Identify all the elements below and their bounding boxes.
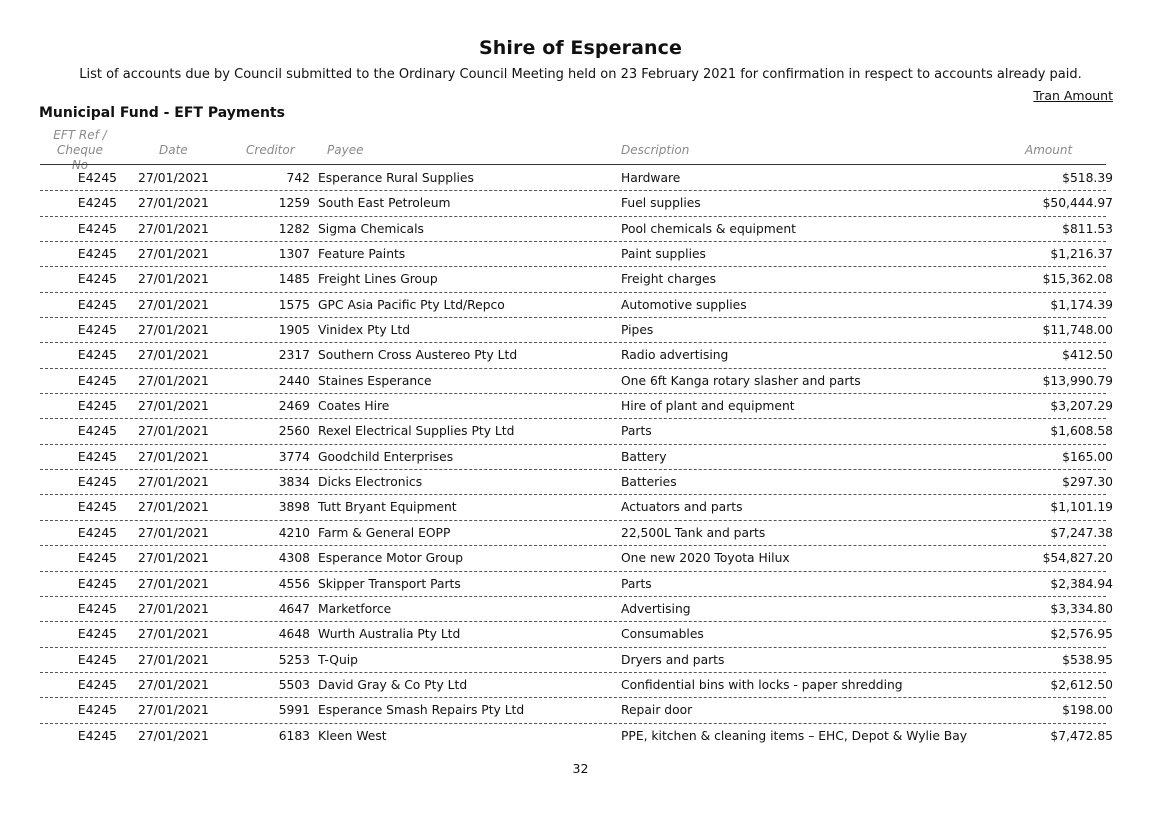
cell-date: 27/01/2021 (138, 323, 209, 338)
cell-description: Parts (621, 576, 652, 591)
cell-ref: E4245 (77, 475, 117, 490)
cell-creditor: 2317 (278, 348, 310, 363)
cell-payee: Staines Esperance (318, 373, 432, 388)
cell-description: Freight charges (621, 272, 716, 287)
cell-payee: Southern Cross Austereo Pty Ltd (318, 348, 518, 363)
cell-creditor: 2469 (278, 399, 310, 414)
table-row (40, 419, 1113, 444)
table-row (40, 622, 1113, 647)
cell-date: 27/01/2021 (138, 576, 209, 591)
cell-creditor: 1905 (278, 323, 310, 338)
cell-ref: E4245 (77, 399, 117, 414)
cell-ref: E4245 (77, 551, 117, 566)
table-row (40, 166, 1113, 191)
cell-amount: $297.30 (1062, 475, 1113, 490)
cell-creditor: 4556 (278, 576, 310, 591)
cell-amount: $811.53 (1062, 221, 1113, 236)
cell-creditor: 2560 (278, 424, 310, 439)
cell-amount: $3,207.29 (1050, 399, 1113, 414)
cell-creditor: 5503 (278, 677, 310, 692)
cell-date: 27/01/2021 (138, 196, 209, 211)
cell-date: 27/01/2021 (138, 272, 209, 287)
cell-ref: E4245 (77, 449, 117, 464)
cell-creditor: 4647 (278, 601, 310, 616)
table-row (40, 191, 1113, 216)
cell-date: 27/01/2021 (138, 652, 209, 667)
cell-amount: $3,334.80 (1050, 601, 1113, 616)
cell-description: Pool chemicals & equipment (621, 221, 796, 236)
cell-amount: $7,472.85 (1050, 728, 1113, 743)
cell-ref: E4245 (77, 627, 117, 642)
cell-amount: $50,444.97 (1042, 196, 1113, 211)
table-row (40, 369, 1113, 394)
cell-ref: E4245 (77, 196, 117, 211)
cell-description: Pipes (621, 323, 654, 338)
cell-amount: $54,827.20 (1042, 551, 1113, 566)
tran-amount-label: Tran Amount (1033, 88, 1113, 103)
table-row (40, 242, 1113, 267)
column-header-description: Description (621, 143, 690, 157)
cell-payee: Vinidex Pty Ltd (318, 323, 411, 338)
cell-ref: E4245 (77, 576, 117, 591)
cell-amount: $11,748.00 (1042, 323, 1113, 338)
cell-creditor: 4308 (278, 551, 310, 566)
document-title: Shire of Esperance (479, 37, 682, 59)
cell-ref: E4245 (77, 323, 117, 338)
cell-payee: Goodchild Enterprises (318, 449, 454, 464)
cell-creditor: 1575 (278, 297, 310, 312)
cell-date: 27/01/2021 (138, 221, 209, 236)
cell-amount: $2,576.95 (1050, 627, 1113, 642)
cell-date: 27/01/2021 (138, 500, 209, 515)
cell-payee: Farm & General EOPP (318, 525, 451, 540)
cell-description: Hire of plant and equipment (621, 399, 795, 414)
cell-amount: $1,216.37 (1050, 247, 1113, 262)
cell-ref: E4245 (77, 171, 117, 185)
cell-creditor: 3834 (278, 475, 310, 490)
cell-date: 27/01/2021 (138, 728, 209, 743)
document-subtitle: List of accounts due by Council submitted to the Ordinary Council Meeting held on 23 February 2021 for confirmation in respect to accounts already paid. (79, 67, 1082, 82)
table-row (40, 217, 1113, 242)
cell-payee: Esperance Smash Repairs Pty Ltd (318, 703, 525, 718)
cell-date: 27/01/2021 (138, 525, 209, 540)
cell-payee: Esperance Rural Supplies (318, 171, 474, 185)
cell-amount: $1,608.58 (1050, 424, 1113, 439)
table-row (40, 293, 1113, 318)
cell-ref: E4245 (77, 247, 117, 262)
cell-payee: Kleen West (318, 728, 387, 743)
cell-date: 27/01/2021 (138, 703, 209, 718)
cell-date: 27/01/2021 (138, 601, 209, 616)
column-header-payee: Payee (327, 143, 364, 157)
cell-creditor: 6183 (278, 728, 310, 743)
cell-description: Paint supplies (621, 247, 706, 262)
cell-amount: $13,990.79 (1042, 373, 1113, 388)
cell-description: PPE, kitchen & cleaning items – EHC, Depot & Wylie Bay (621, 728, 968, 743)
cell-amount: $1,101.19 (1050, 500, 1113, 515)
cell-payee: Coates Hire (318, 399, 390, 414)
cell-description: Radio advertising (621, 348, 729, 363)
table-row (40, 318, 1113, 343)
cell-payee: Feature Paints (318, 247, 406, 262)
cell-creditor: 3774 (278, 449, 310, 464)
column-header-ref-line2: Cheque No (57, 143, 103, 172)
cell-payee: David Gray & Co Pty Ltd (318, 677, 468, 692)
cell-description: Battery (621, 449, 667, 464)
cell-date: 27/01/2021 (138, 677, 209, 692)
cell-description: Actuators and parts (621, 500, 743, 515)
cell-description: Batteries (621, 475, 677, 490)
cell-date: 27/01/2021 (138, 247, 209, 262)
table-row (40, 521, 1113, 546)
cell-description: Consumables (621, 627, 704, 642)
cell-ref: E4245 (77, 272, 117, 287)
cell-payee: Marketforce (318, 601, 392, 616)
cell-description: Confidential bins with locks - paper shredding (621, 677, 903, 692)
table-row (40, 470, 1113, 495)
cell-description: Dryers and parts (621, 652, 725, 667)
cell-creditor: 742 (286, 171, 310, 185)
cell-date: 27/01/2021 (138, 551, 209, 566)
cell-creditor: 3898 (278, 500, 310, 515)
cell-description: Automotive supplies (621, 297, 747, 312)
cell-creditor: 5253 (278, 652, 310, 667)
cell-date: 27/01/2021 (138, 373, 209, 388)
cell-payee: Dicks Electronics (318, 475, 423, 490)
table-row (40, 673, 1113, 698)
column-header-creditor: Creditor (246, 143, 295, 157)
cell-payee: Rexel Electrical Supplies Pty Ltd (318, 424, 515, 439)
cell-description: Parts (621, 424, 652, 439)
cell-ref: E4245 (77, 677, 117, 692)
cell-amount: $538.95 (1062, 652, 1113, 667)
cell-payee: T-Quip (318, 652, 358, 667)
cell-ref: E4245 (77, 373, 117, 388)
cell-ref: E4245 (77, 728, 117, 743)
cell-amount: $2,384.94 (1050, 576, 1113, 591)
cell-payee: Sigma Chemicals (318, 221, 424, 236)
table-row (40, 394, 1113, 419)
cell-amount: $198.00 (1062, 703, 1113, 718)
cell-creditor: 1485 (278, 272, 310, 287)
cell-ref: E4245 (77, 424, 117, 439)
cell-payee: Wurth Australia Pty Ltd (318, 627, 461, 642)
cell-ref: E4245 (77, 525, 117, 540)
cell-description: Fuel supplies (621, 196, 701, 211)
cell-ref: E4245 (77, 703, 117, 718)
table-row (40, 597, 1113, 622)
cell-payee: South East Petroleum (318, 196, 451, 211)
cell-amount: $1,174.39 (1050, 297, 1113, 312)
cell-payee: GPC Asia Pacific Pty Ltd/Repco (318, 297, 505, 312)
payments-table (0, 166, 1161, 749)
page-number: 32 (572, 761, 589, 776)
column-header-amount: Amount (1025, 143, 1073, 157)
cell-date: 27/01/2021 (138, 297, 209, 312)
cell-date: 27/01/2021 (138, 348, 209, 363)
cell-description: One 6ft Kanga rotary slasher and parts (621, 373, 861, 388)
cell-payee: Skipper Transport Parts (318, 576, 461, 591)
cell-ref: E4245 (77, 652, 117, 667)
column-header-ref-line1: EFT Ref / (53, 128, 107, 142)
table-row (40, 343, 1113, 368)
cell-ref: E4245 (77, 221, 117, 236)
cell-creditor: 1307 (278, 247, 310, 262)
table-row (40, 445, 1113, 470)
table-row (40, 572, 1113, 597)
cell-description: Advertising (621, 601, 691, 616)
cell-date: 27/01/2021 (138, 171, 209, 185)
cell-description: One new 2020 Toyota Hilux (621, 551, 790, 566)
cell-amount: $165.00 (1062, 449, 1113, 464)
cell-date: 27/01/2021 (138, 627, 209, 642)
cell-creditor: 5991 (278, 703, 310, 718)
cell-creditor: 1259 (278, 196, 310, 211)
cell-description: Repair door (621, 703, 693, 718)
cell-date: 27/01/2021 (138, 399, 209, 414)
table-row (40, 648, 1113, 673)
cell-payee: Freight Lines Group (318, 272, 438, 287)
cell-amount: $7,247.38 (1050, 525, 1113, 540)
table-row (40, 724, 1113, 749)
cell-amount: $518.39 (1062, 171, 1113, 185)
cell-amount: $15,362.08 (1042, 272, 1113, 287)
cell-ref: E4245 (77, 500, 117, 515)
cell-description: Hardware (621, 171, 681, 185)
header-rule (40, 164, 1106, 165)
cell-creditor: 1282 (278, 221, 310, 236)
cell-amount: $2,612.50 (1050, 677, 1113, 692)
cell-date: 27/01/2021 (138, 424, 209, 439)
cell-date: 27/01/2021 (138, 449, 209, 464)
cell-ref: E4245 (77, 348, 117, 363)
section-title: Municipal Fund - EFT Payments (39, 105, 285, 121)
cell-date: 27/01/2021 (138, 475, 209, 490)
cell-amount: $412.50 (1062, 348, 1113, 363)
table-row (40, 698, 1113, 723)
cell-description: 22,500L Tank and parts (621, 525, 766, 540)
cell-creditor: 4210 (278, 525, 310, 540)
cell-payee: Tutt Bryant Equipment (318, 500, 457, 515)
cell-payee: Esperance Motor Group (318, 551, 464, 566)
table-row (40, 546, 1113, 571)
cell-creditor: 4648 (278, 627, 310, 642)
cell-ref: E4245 (77, 601, 117, 616)
cell-ref: E4245 (77, 297, 117, 312)
table-row (40, 495, 1113, 520)
cell-creditor: 2440 (278, 373, 310, 388)
table-row (40, 267, 1113, 292)
column-header-date: Date (159, 143, 188, 157)
